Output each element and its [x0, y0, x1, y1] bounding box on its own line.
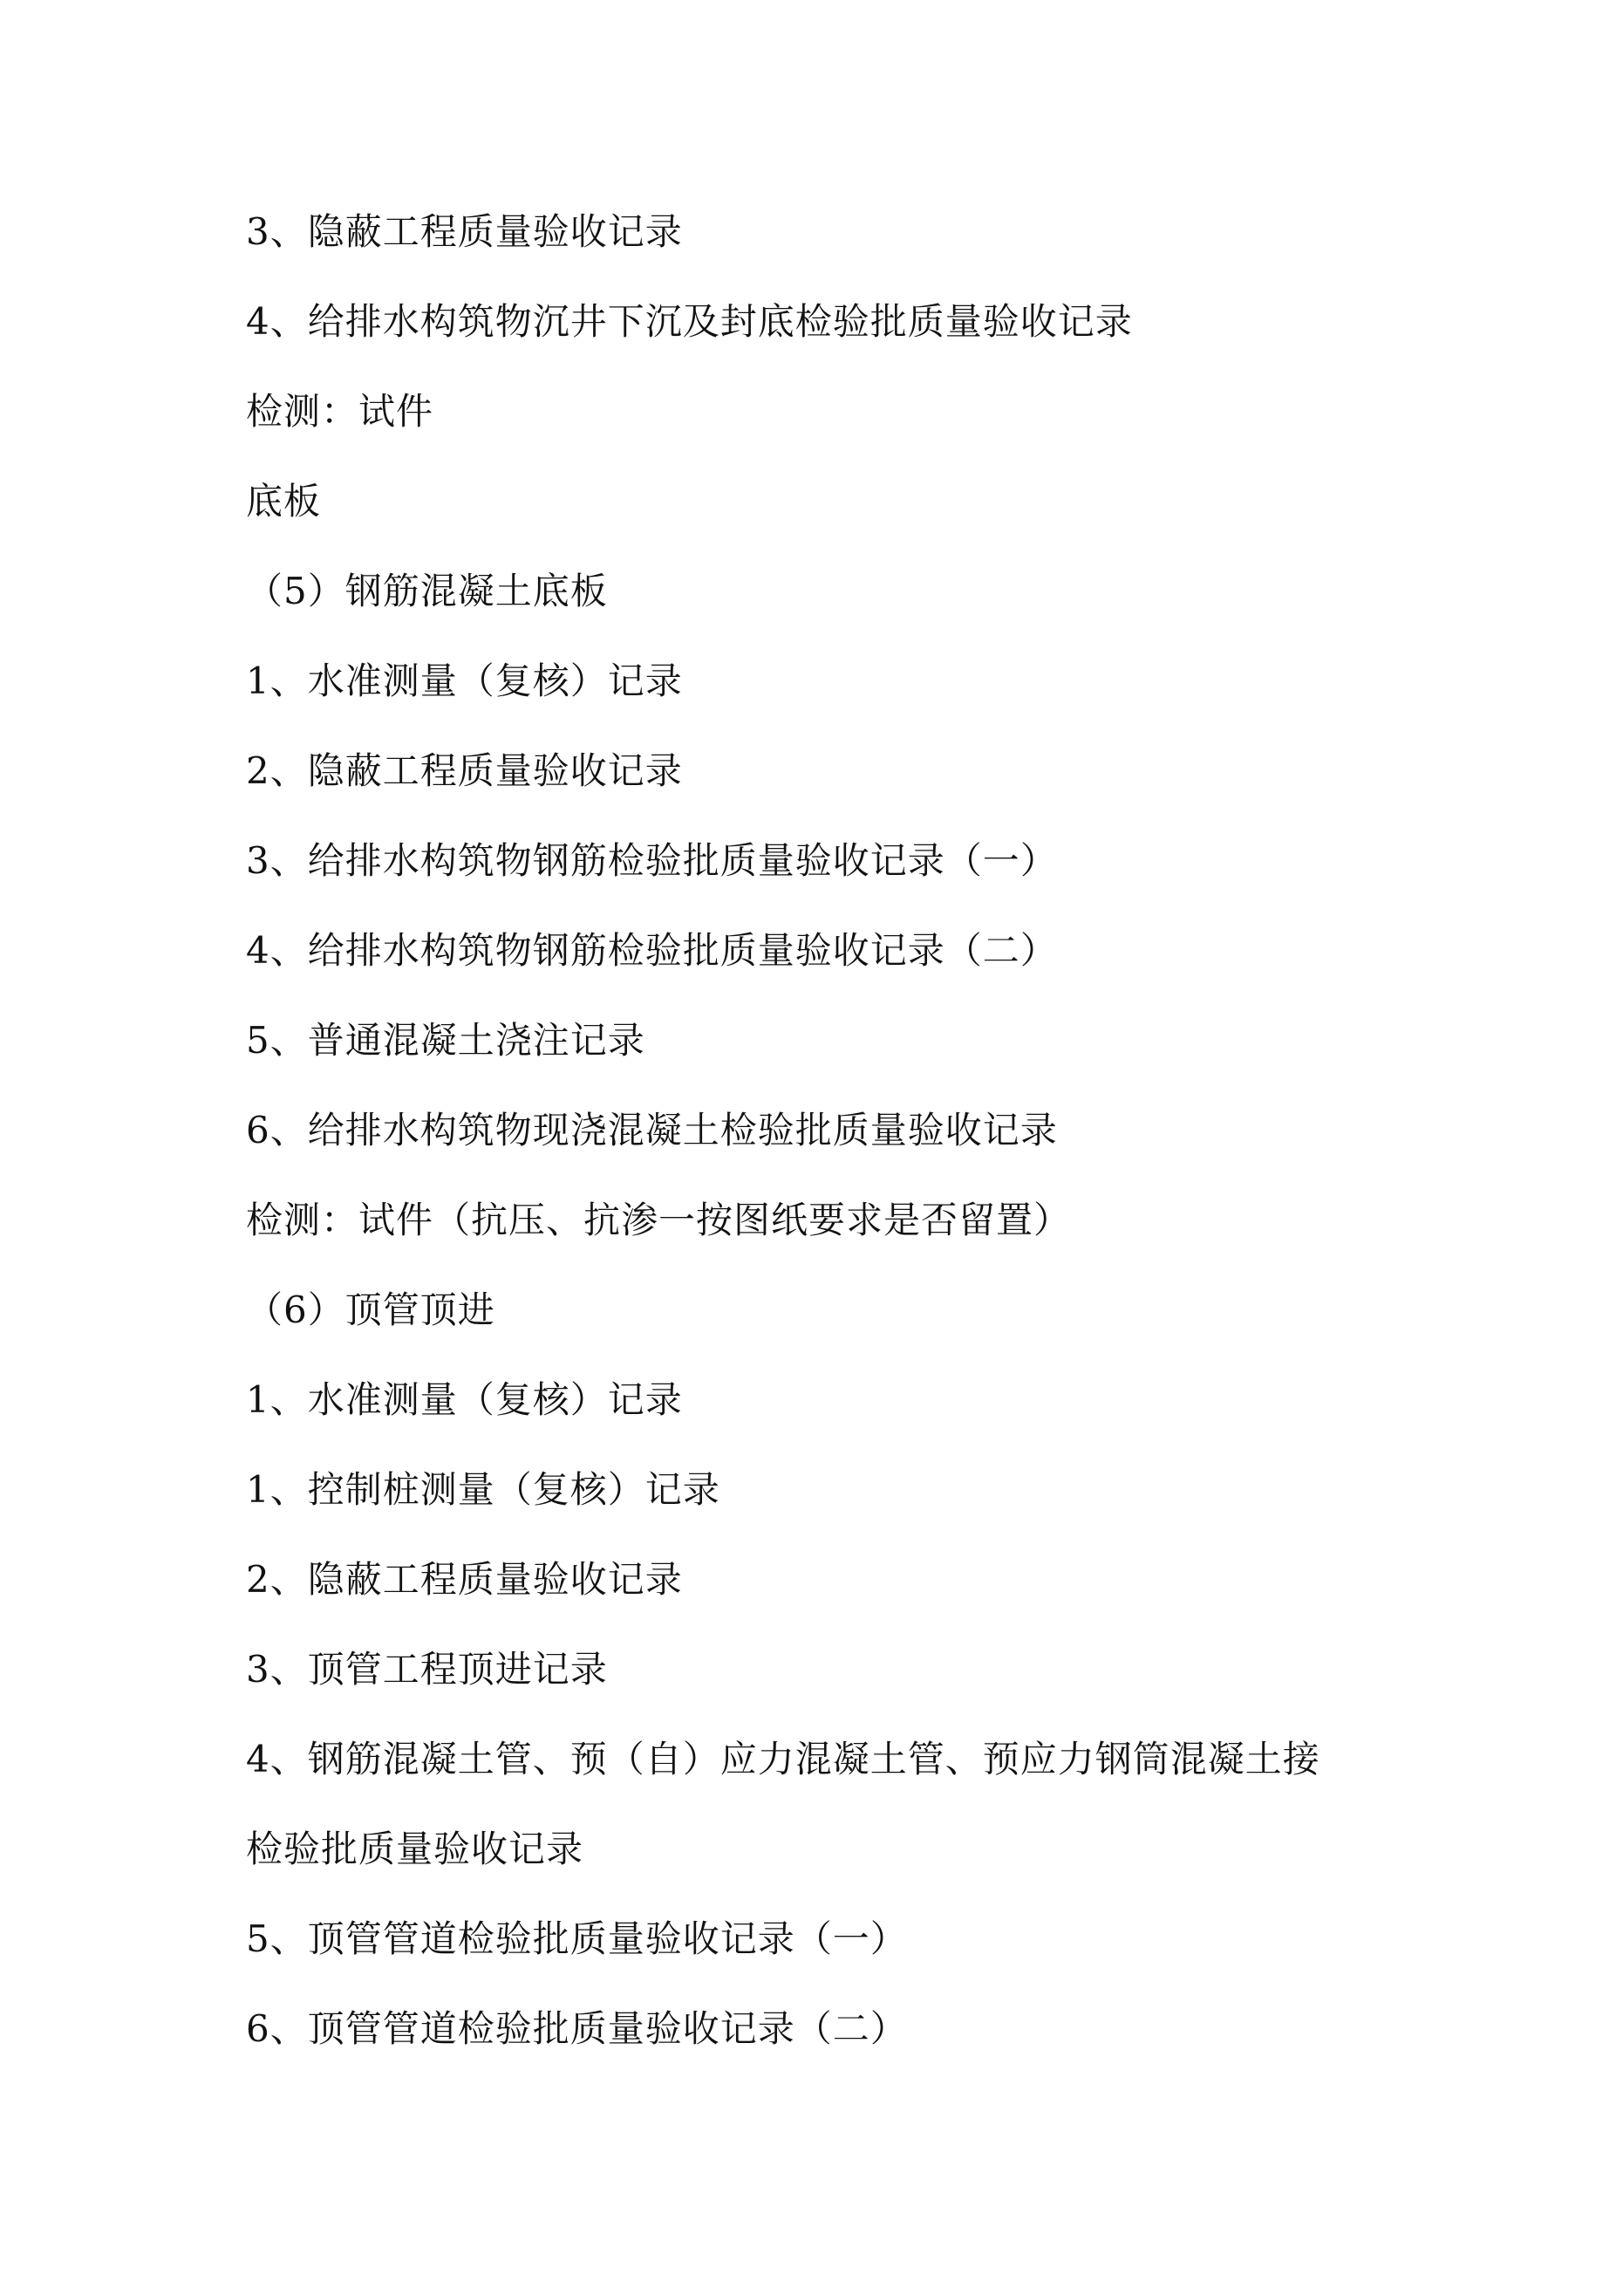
text-line: 5、顶管管道检验批质量验收记录（一） [246, 1917, 908, 1960]
text-line: 检测：试件 [246, 390, 434, 433]
text-line: 1、控制桩测量（复核）记录 [246, 1468, 720, 1511]
text-line: 4、给排水构筑物钢筋检验批质量验收记录（二） [246, 929, 1058, 972]
text-line: 3、顶管工程顶进记录 [246, 1648, 608, 1691]
text-line: 1、水准测量（复核）记录 [246, 659, 683, 702]
text-line: 2、隐蔽工程质量验收记录 [246, 749, 683, 792]
text-line: 1、水准测量（复核）记录 [246, 1378, 683, 1421]
text-line: 3、给排水构筑物钢筋检验批质量验收记录（一） [246, 839, 1058, 882]
section-heading: （5）钢筋混凝土底板 [246, 570, 608, 612]
text-line: 6、给排水构筑物现浇混凝土检验批质量验收记录 [246, 1109, 1058, 1151]
text-line: 检验批质量验收记录 [246, 1828, 584, 1870]
text-line: 5、普通混凝土浇注记录 [246, 1019, 645, 1062]
section-heading: （6）顶管顶进 [246, 1288, 495, 1331]
section-label: 底板 [246, 480, 322, 523]
text-line: 3、隐蔽工程质量验收记录 [246, 210, 683, 253]
text-line: 4、钢筋混凝土管、预（自）应力混凝土管、预应力钢筒混凝土接 [246, 1738, 1320, 1780]
text-line: 2、隐蔽工程质量验收记录 [246, 1558, 683, 1601]
text-line: 4、给排水构筑物沉井下沉及封底检验批质量验收记录 [246, 300, 1133, 343]
text-line: 检测：试件（抗压、抗渗一按图纸要求是否留置） [246, 1199, 1072, 1241]
text-line: 6、顶管管道检验批质量验收记录（二） [246, 2007, 908, 2050]
